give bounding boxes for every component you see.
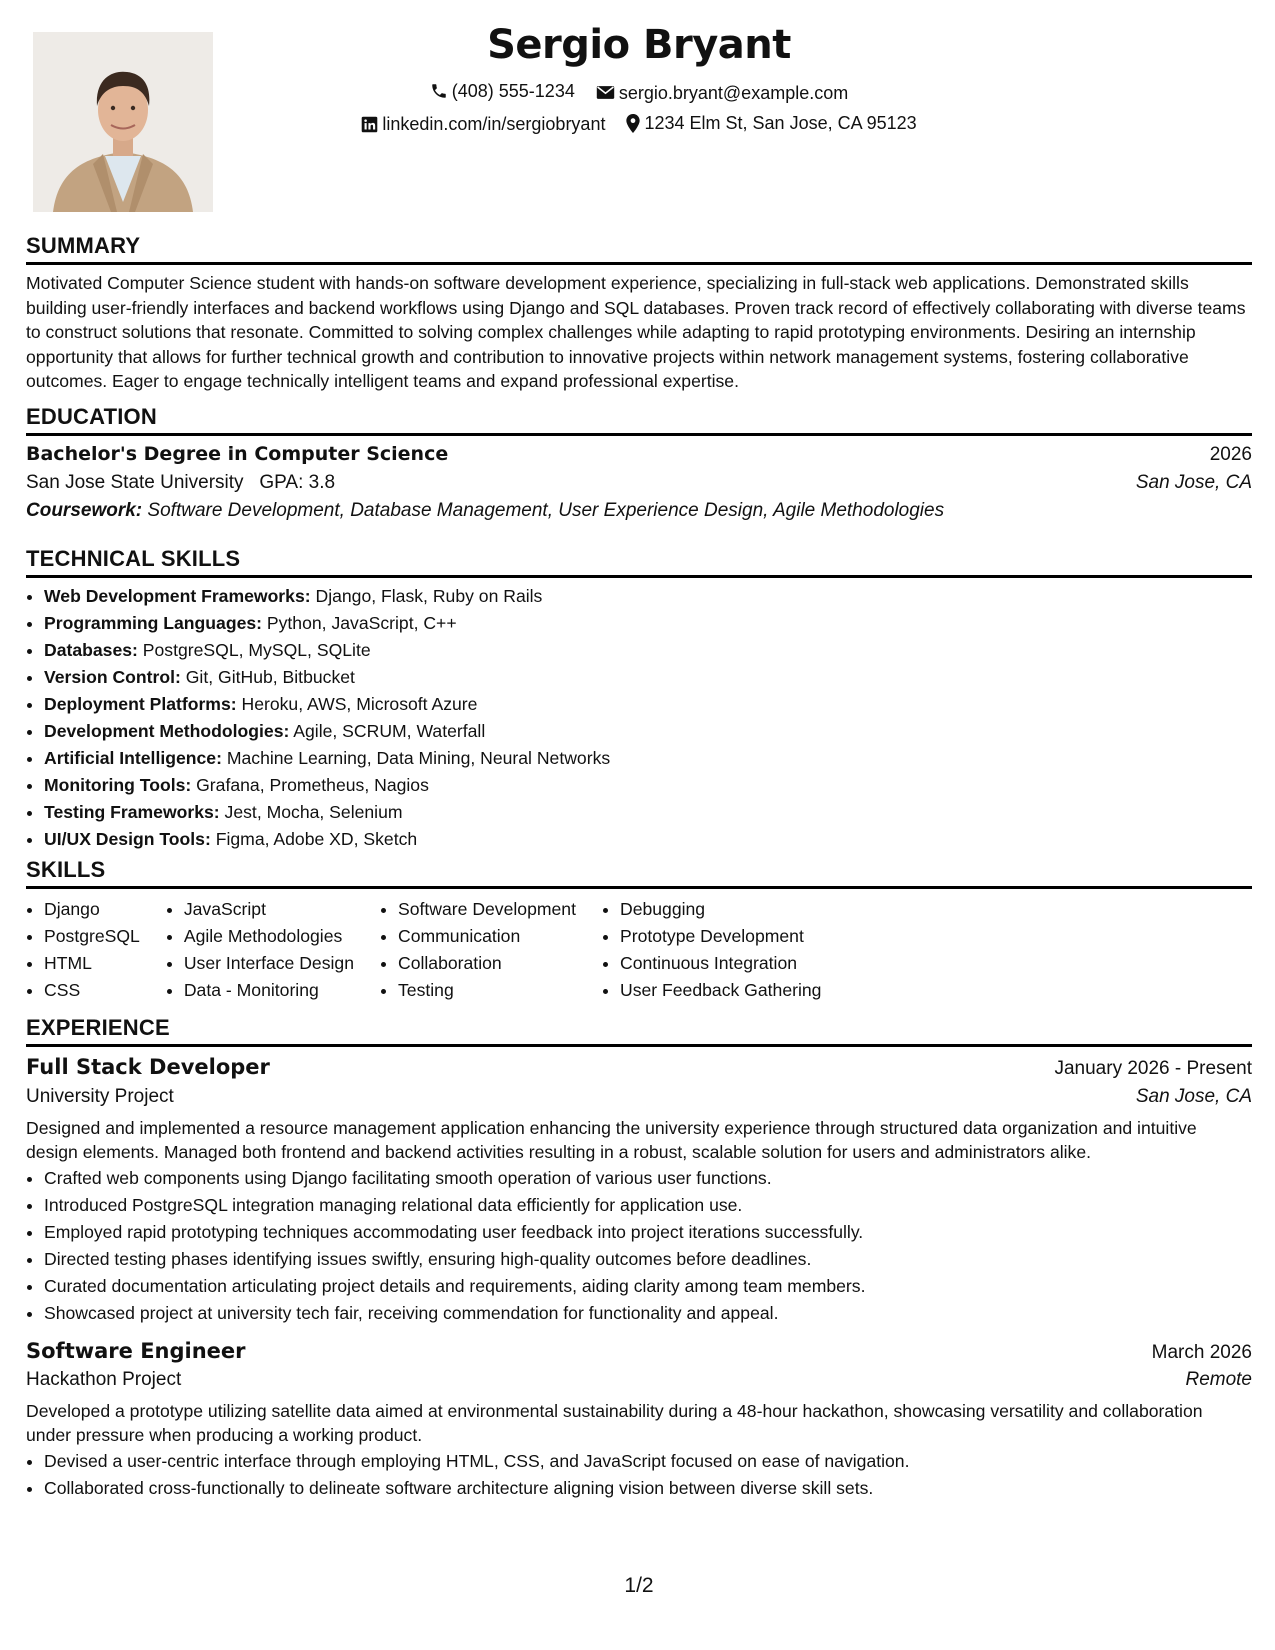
- coursework-label: Coursework:: [26, 499, 143, 521]
- education-school-row: [26, 470, 1252, 496]
- contact-line-primary: [26, 79, 1252, 106]
- linkedin-icon: [361, 116, 378, 133]
- skill-category-label: Deployment Platforms:: [44, 694, 237, 715]
- skill-category-value: Jest, Mocha, Selenium: [224, 802, 403, 823]
- skill-category-label: UI/UX Design Tools:: [44, 829, 211, 850]
- list-item: • PostgreSQL: [44, 923, 140, 950]
- list-item: • Data - Monitoring: [184, 977, 354, 1004]
- experience-section: [26, 1015, 1252, 1502]
- phone-text: (408) 555-1234: [451, 81, 575, 101]
- skill-category-label: Testing Frameworks:: [44, 802, 220, 823]
- skill-category-value: Python, JavaScript, C++: [266, 613, 457, 634]
- skills-section: [26, 857, 1252, 1004]
- education-header-row: [26, 442, 1252, 468]
- skill-category-value: Machine Learning, Data Mining, Neural Networks: [226, 748, 611, 769]
- linkedin-text[interactable]: linkedin.com/in/sergiobryant: [382, 114, 606, 134]
- technical-skills-list: [26, 583, 1252, 853]
- skill-category-value: Git, GitHub, Bitbucket: [185, 667, 355, 688]
- skills-column: [380, 896, 576, 1004]
- list-item: • Collaborated cross-functionally to delineate software architecture aligning vision between diverse skill sets.: [44, 1475, 1252, 1502]
- resume-page: [26, 0, 1252, 1650]
- skill-category-value: Grafana, Prometheus, Nagios: [196, 775, 429, 796]
- skill-category-value: Heroku, AWS, Microsoft Azure: [241, 694, 478, 715]
- list-item: [44, 718, 1252, 745]
- address-text: 1234 Elm St, San Jose, CA 95123: [644, 113, 917, 133]
- skill-category-value: PostgreSQL, MySQL, SQLite: [142, 640, 371, 661]
- list-item: • Testing: [398, 977, 576, 1004]
- map-pin-icon: [626, 114, 640, 133]
- candidate-name: Sergio Bryant: [487, 22, 791, 68]
- list-item: • Communication: [398, 923, 576, 950]
- skill-category-value: Django, Flask, Ruby on Rails: [315, 586, 543, 607]
- list-item: • Collaboration: [398, 950, 576, 977]
- list-item: • Continuous Integration: [620, 950, 821, 977]
- list-item: [44, 583, 1252, 610]
- list-item: [44, 745, 1252, 772]
- summary-text: Motivated Computer Science student with hands-on software development experience, specializing in full-stack web applications. Demonstrated skills building user-friendly interfaces and backend workflows using Django and SQL databases. Proven track record of effectively collaborating with diverse teams to construct solutions that resonate. Committed to solving complex challenges while adapting to rapid prototyping environments. Desiring an internship opportunity that allows for further technical growth and contribution to innovative projects within network management systems, fostering collaborative outcomes. Eager to engage technically intelligent teams and expand professional expertise.: [26, 273, 1246, 392]
- phone-icon: [430, 82, 448, 100]
- graduation-year: 2026: [1209, 444, 1252, 466]
- skill-category-label: Web Development Frameworks:: [44, 586, 311, 607]
- skill-category-label: Development Methodologies:: [44, 721, 290, 742]
- job-location: Remote: [1185, 1369, 1252, 1391]
- list-item: • User Interface Design: [184, 950, 354, 977]
- section-title-skills: SKILLS: [26, 857, 1252, 889]
- list-item: • Devised a user-centric interface through employing HTML, CSS, and JavaScript focused on ease of navigation.: [44, 1448, 1252, 1475]
- job-date: January 2026 - Present: [1054, 1058, 1252, 1080]
- list-item: • Debugging: [620, 896, 821, 923]
- list-item: [44, 637, 1252, 664]
- job-location: San Jose, CA: [1135, 1086, 1252, 1108]
- list-item: • Crafted web components using Django facilitating smooth operation of various user functions.: [44, 1165, 1252, 1192]
- job-bullets: [26, 1448, 1252, 1502]
- section-title-experience: EXPERIENCE: [26, 1015, 1252, 1047]
- envelope-icon: [596, 85, 615, 100]
- skills-column: [602, 896, 821, 1004]
- coursework-list: Software Development, Database Management, User Experience Design, Agile Methodologies: [147, 499, 945, 521]
- section-title-technical-skills: TECHNICAL SKILLS: [26, 546, 1252, 578]
- skill-category-value: Agile, SCRUM, Waterfall: [293, 721, 486, 742]
- job-description: Developed a prototype utilizing satellite data aimed at environmental sustainability during a 48-hour hackathon, showcasing versatility and collaboration under pressure when producing a working product.: [26, 1400, 1203, 1446]
- experience-org-row: [26, 1367, 1252, 1393]
- education-section: [26, 404, 1252, 523]
- experience-entry: [26, 1053, 1252, 1326]
- skill-category-label: Version Control:: [44, 667, 181, 688]
- list-item: • Showcased project at university tech fair, receiving commendation for functionality and appeal.: [44, 1300, 1252, 1327]
- email-contact[interactable]: [596, 81, 848, 105]
- experience-header-row: [26, 1337, 1252, 1366]
- email-text[interactable]: sergio.bryant@example.com: [618, 82, 849, 103]
- school-name: San Jose State University: [26, 472, 244, 494]
- list-item: • Employed rapid prototyping techniques accommodating user feedback into project iterations successfully.: [44, 1219, 1252, 1246]
- linkedin-contact[interactable]: [361, 112, 605, 136]
- skills-column: [26, 896, 140, 1004]
- list-item: • Prototype Development: [620, 923, 821, 950]
- list-item: • HTML: [44, 950, 140, 977]
- degree-title: Bachelor's Degree in Computer Science: [26, 443, 449, 466]
- job-role: Software Engineer: [26, 1338, 246, 1363]
- gpa: GPA: 3.8: [259, 472, 336, 494]
- list-item: • Curated documentation articulating project details and requirements, aiding clarity among team members.: [44, 1273, 1252, 1300]
- job-description: Designed and implemented a resource management application enhancing the university experience through structured data organization and intuitive design elements. Managed both frontend and backend activities resulting in a robust, scalable solution for users and administrators alike.: [26, 1117, 1197, 1163]
- school-location: San Jose, CA: [1135, 472, 1252, 494]
- list-item: [44, 799, 1252, 826]
- job-bullets: [26, 1165, 1252, 1327]
- list-item: • Introduced PostgreSQL integration managing relational data efficiently for application use.: [44, 1192, 1252, 1219]
- list-item: • Software Development: [398, 896, 576, 923]
- section-title-summary: SUMMARY: [26, 233, 1252, 265]
- skills-column: [166, 896, 354, 1004]
- list-item: [44, 772, 1252, 799]
- skill-category-label: Programming Languages:: [44, 613, 262, 634]
- job-organization: University Project: [26, 1086, 174, 1108]
- coursework-line: [26, 498, 1252, 524]
- list-item: • Django: [44, 896, 140, 923]
- skill-category-label: Databases:: [44, 640, 138, 661]
- experience-entry: [26, 1337, 1252, 1502]
- skill-category-value: Figma, Adobe XD, Sketch: [215, 829, 418, 850]
- list-item: [44, 691, 1252, 718]
- technical-skills-section: [26, 546, 1252, 853]
- contact-line-secondary: [26, 111, 1252, 139]
- list-item: [44, 610, 1252, 637]
- job-date: March 2026: [1151, 1341, 1252, 1363]
- list-item: • User Feedback Gathering: [620, 977, 821, 1004]
- list-item: • Directed testing phases identifying issues swiftly, ensuring high-quality outcomes before deadlines.: [44, 1246, 1252, 1273]
- list-item: [44, 664, 1252, 691]
- list-item: • Agile Methodologies: [184, 923, 354, 950]
- list-item: [44, 826, 1252, 853]
- experience-org-row: [26, 1084, 1252, 1110]
- job-role: Full Stack Developer: [26, 1055, 270, 1080]
- summary-section: [26, 233, 1252, 394]
- school-info: [26, 470, 335, 496]
- list-item: • CSS: [44, 977, 140, 1004]
- experience-header-row: [26, 1053, 1252, 1082]
- job-organization: Hackathon Project: [26, 1369, 182, 1391]
- skill-category-label: Monitoring Tools:: [44, 775, 192, 796]
- skills-grid: [26, 896, 1252, 1004]
- skill-category-label: Artificial Intelligence:: [44, 748, 222, 769]
- list-item: • JavaScript: [184, 896, 354, 923]
- phone-contact: [430, 79, 575, 103]
- page-number: 1/2: [624, 1574, 654, 1597]
- address-contact: [626, 111, 916, 135]
- section-title-education: EDUCATION: [26, 404, 1252, 436]
